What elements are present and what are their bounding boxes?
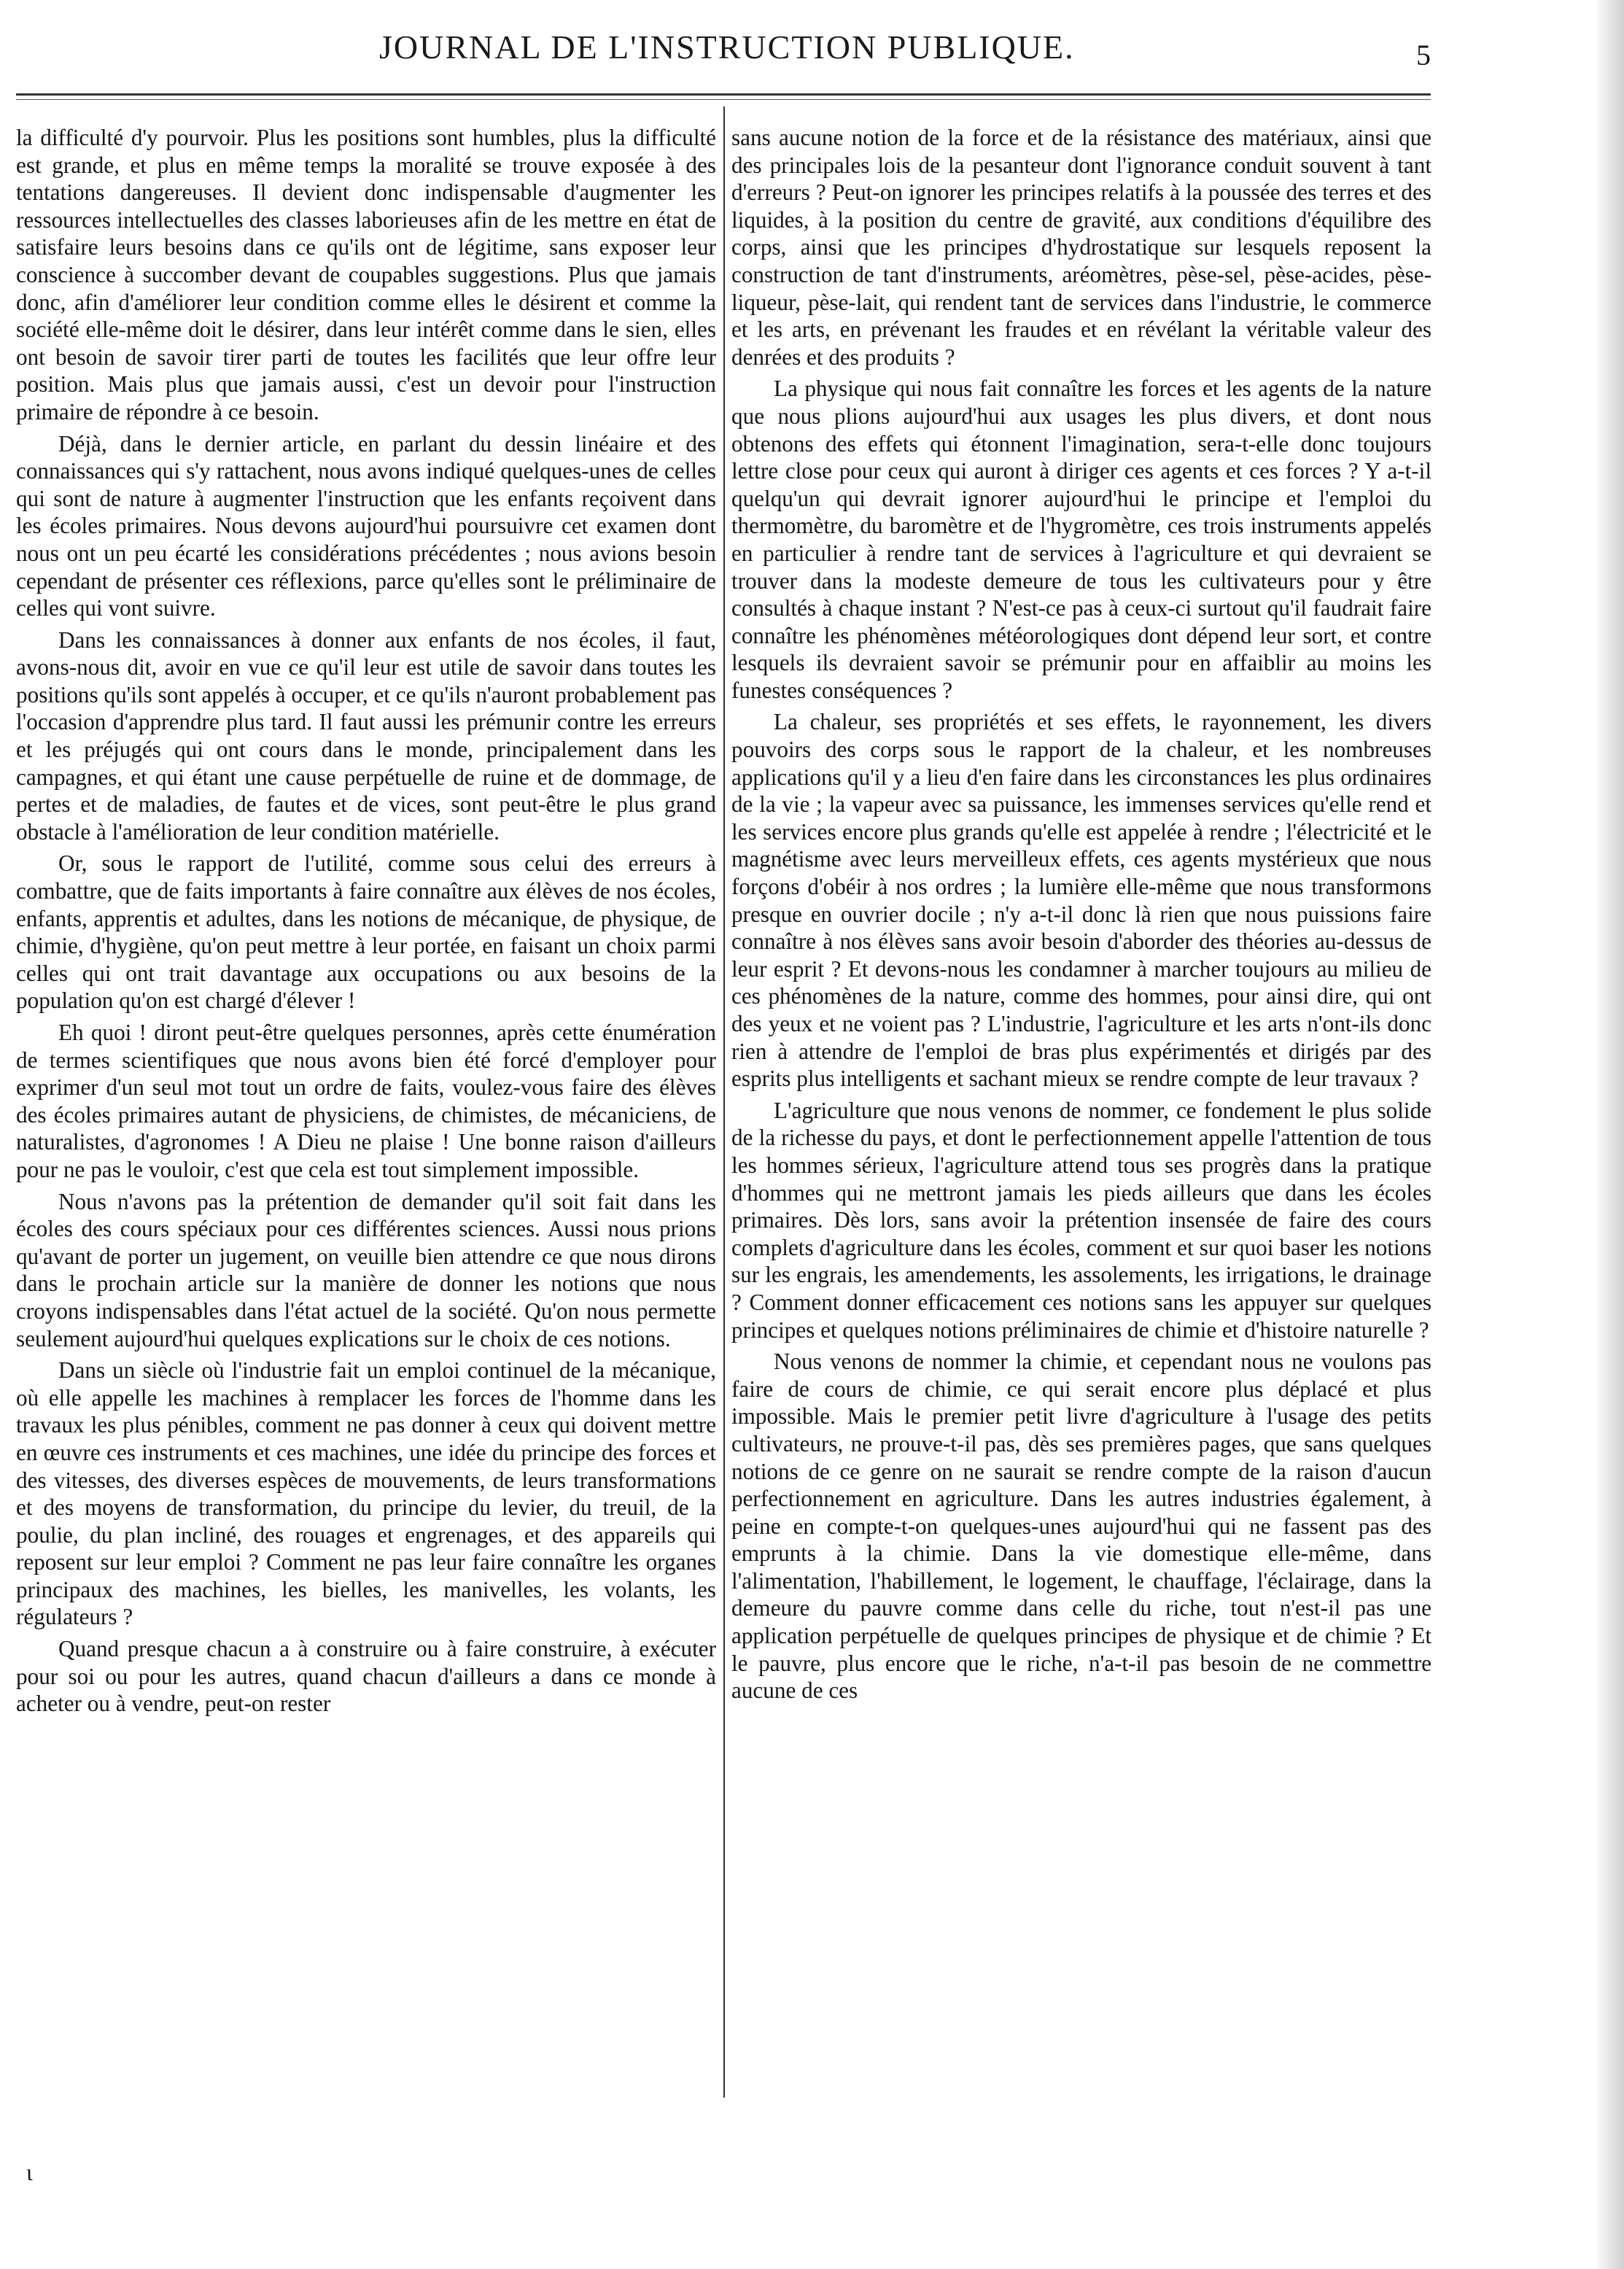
right-column xyxy=(731,124,1431,1704)
paragraph: L'agriculture que nous venons de nommer, ce fondement le plus solide de la richesse du pays, et dont le perfectionnement appelle l'attention de tous les hommes sérieux, l'agriculture attend tous ses progrès dans la pratique d'hommes qui ne mettront jamais les pieds ailleurs que dans les écoles primaires. Dès lors, sans avoir la prétention insensée de faire des cours complets d'agriculture dans les écoles, comment et sur quoi baser les notions sur les engrais, les amendements, les assolements, les irrigations, le drainage ? Comment donner efficacement ces notions sans les appuyer sur quelques principes et quelques notions préliminaires de chimie et d'histoire naturelle ? xyxy=(731,1097,1431,1343)
scan-edge xyxy=(1595,0,1624,2269)
column-divider xyxy=(723,106,725,2098)
left-column xyxy=(16,124,716,1718)
page-header xyxy=(0,0,1624,80)
paragraph: Quand presque chacun a à construire ou à faire construire, à exécuter pour soi ou pour les autres, quand chacun d'ailleurs a dans ce monde à acheter ou à vendre, peut-on rester xyxy=(16,1636,716,1717)
paragraph: Or, sous le rapport de l'utilité, comme sous celui des erreurs à combattre, que de faits importants à faire connaître aux élèves de nos écoles, enfants, apprentis et adultes, dans les notions de mécanique, de physique, de chimie, d'hygiène, qu'on peut mettre à leur portée, en faisant un choix parmi celles qui ont trait davantage aux occupations ou aux besoins de la population qu'on est chargé d'élever ! xyxy=(16,850,716,1014)
paragraph: Eh quoi ! diront peut-être quelques personnes, après cette énumération de termes scientifiques que nous avons bien été forcé d'employer pour exprimer d'un seul mot tout un ordre de faits, voulez-vous faire des élèves des écoles primaires autant de physiciens, de chimistes, de mécaniciens, de naturalistes, d'agronomes ! A Dieu ne plaise ! Une bonne raison d'ailleurs pour ne pas le vouloir, c'est que cela est tout simplement impossible. xyxy=(16,1020,716,1182)
paragraph: La physique qui nous fait connaître les forces et les agents de la nature que nous plions aujourd'hui aux usages les plus divers, et dont nous obtenons des effets qui étonnent l'imagination, sera-t-elle donc toujours lettre close pour ceux qui auront à diriger ces agents et ces forces ? Y a-t-il quelqu'un qui devrait ignorer aujourd'hui le principe et l'emploi du thermomètre, du baromètre et de l'hygromètre, ces trois instruments appelés en particulier à rendre tant de services à l'agriculture et qui devraient se trouver dans la modeste demeure de tous les cultivateurs pour y être consultés à chaque instant ? N'est-ce pas à ceux-ci surtout qu'il faudrait faire connaître les phénomènes météorologiques dont dépend leur sort, et contre lesquels ils devraient savoir se prémunir pour en affaiblir au moins les funestes conséquences ? xyxy=(731,376,1431,703)
paragraph: la difficulté d'y pourvoir. Plus les positions sont humbles, plus la difficulté est grande, et plus en même temps la moralité se trouve exposée à des tentations dangereuses. Il devient donc indispensable d'augmenter les ressources intellectuelles des classes laborieuses afin de les mettre en état de satisfaire leurs besoins dans ce qu'ils ont de légitime, sans exposer leur conscience à succomber devant de coupables suggestions. Plus que jamais donc, afin d'améliorer leur condition comme elles le désirent et comme la société elle-même doit le désirer, dans leur intérêt comme dans le sien, elles ont besoin de savoir tirer parti de toutes les facilités que leur offre leur position. Mais plus que jamais aussi, c'est un devoir pour l'instruction primaire de répondre à ce besoin. xyxy=(16,125,716,424)
header-rule xyxy=(16,93,1431,100)
paragraph: La chaleur, ses propriétés et ses effets, le rayonnement, les divers pouvoirs des corps sous le rapport de la chaleur, et les nombreuses applications qu'il y a lieu d'en faire dans les circonstances les plus ordinaires de la vie ; la vapeur avec sa puissance, les immenses services qu'elle rend et les services encore plus grands qu'elle est appelée à rendre ; l'électricité et le magnétisme avec leurs merveilleux effets, ces agents mystérieux que nous forçons d'obéir à nos ordres ; la lumière elle-même que nous transformons presque en ouvrier docile ; n'y a-t-il donc là rien que nous puissions faire connaître à nos élèves sans avoir besoin d'aborder des théories au-dessus de leur esprit ? Et devons-nous les condamner à marcher toujours au milieu de ces phénomènes de la nature, comme des hommes, pour ainsi dire, qui ont des yeux et ne voient pas ? L'industrie, l'agriculture et les arts n'ont-ils donc rien à attendre de l'emploi de bras plus expérimentés et dirigés par des esprits plus intelligents et sachant mieux se rendre compte de leur travaux ? xyxy=(731,709,1431,1092)
bottom-mark: ι xyxy=(26,2159,33,2185)
paragraph: Nous n'avons pas la prétention de demander qu'il soit fait dans les écoles des cours spéciaux pour ces différentes sciences. Aussi nous prions qu'avant de porter un jugement, on veuille bien attendre ce que nous dirons dans le prochain article sur la manière de donner les notions que nous croyons indispensables dans l'état actuel de la société. Qu'on nous permette seulement aujourd'hui quelques explications sur le choix de ces notions. xyxy=(16,1188,716,1351)
running-title: JOURNAL DE L'INSTRUCTION PUBLIQUE. xyxy=(379,28,1075,66)
page-number: 5 xyxy=(1416,39,1431,71)
paragraph: sans aucune notion de la force et de la résistance des matériaux, ainsi que des principales lois de la pesanteur dont l'ignorance conduit souvent à tant d'erreurs ? Peut-on ignorer les principes relatifs à la poussée des terres et des liquides, à la position du centre de gravité, aux conditions d'équilibre des corps, ainsi que les principes d'hydrostatique sur lesquels reposent la construction de tant d'instruments, aréomètres, pèse-sel, pèse-acides, pèse-liqueur, pèse-lait, qui rendent tant de services dans l'industrie, le commerce et les arts, en prévenant les fraudes et en révélant la véritable valeur des denrées et des produits ? xyxy=(731,125,1431,370)
paragraph: Nous venons de nommer la chimie, et cependant nous ne voulons pas faire de cours de chimie, ce qui serait encore plus déplacé et plus impossible. Mais le premier petit livre d'agriculture à l'usage des petits cultivateurs, ne prouve-t-il pas, dès ses premières pages, que sans quelques notions de ce genre on ne saurait se rendre compte de la raison d'aucun perfectionnement en agriculture. Dans les autres industries également, à peine en compte-t-on quelques-unes aujourd'hui qui ne fassent pas des emprunts à la chimie. Dans la vie domestique elle-même, dans l'alimentation, l'habillement, le logement, le chauffage, l'éclairage, dans la demeure du pauvre comme dans celle du riche, tout n'est-il pas une application perpétuelle de quelques principes de physique et de chimie ? Et le pauvre, plus encore que le riche, n'a-t-il pas besoin de ne commettre aucune de ces xyxy=(731,1349,1431,1704)
paragraph: Dans les connaissances à donner aux enfants de nos écoles, il faut, avons-nous dit, avoir en vue ce qu'il leur est utile de savoir dans toutes les positions qu'ils sont appelés à occuper, et ce qu'ils n'auront probablement pas l'occasion d'apprendre plus tard. Il faut aussi les prémunir contre les erreurs et les préjugés qui ont cours dans le monde, principalement dans les campagnes, et qui étant une cause perpétuelle de ruine et de dommage, de pertes et de maladies, de fautes et de vices, sont peut-être le plus grand obstacle à l'amélioration de leur condition matérielle. xyxy=(16,627,716,845)
paragraph: Déjà, dans le dernier article, en parlant du dessin linéaire et des connaissances qui s'y rattachent, nous avons indiqué quelques-unes de celles qui sont de nature à augmenter l'instruction que les enfants reçoivent dans les écoles primaires. Nous devons aujourd'hui poursuivre cet examen dont nous ont un peu écarté les considérations précédentes ; nous avions besoin cependant de présenter ces réflexions, parce qu'elles sont le préliminaire de celles qui vont suivre. xyxy=(16,430,716,621)
paragraph: Dans un siècle où l'industrie fait un emploi continuel de la mécanique, où elle appelle les machines à remplacer les forces de l'homme dans les travaux les plus pénibles, comment ne pas donner à ceux qui doivent mettre en œuvre ces instruments et ces machines, une idée du principe des forces et des vitesses, des diverses espèces de mouvements, de leurs transformations et des moyens de transformation, du principe du levier, du treuil, de la poulie, du plan incliné, des rouages et engrenages, et des appareils qui reposent sur leur emploi ? Comment ne pas leur faire connaître les organes principaux des machines, les bielles, les manivelles, les volants, les régulateurs ? xyxy=(16,1357,716,1630)
